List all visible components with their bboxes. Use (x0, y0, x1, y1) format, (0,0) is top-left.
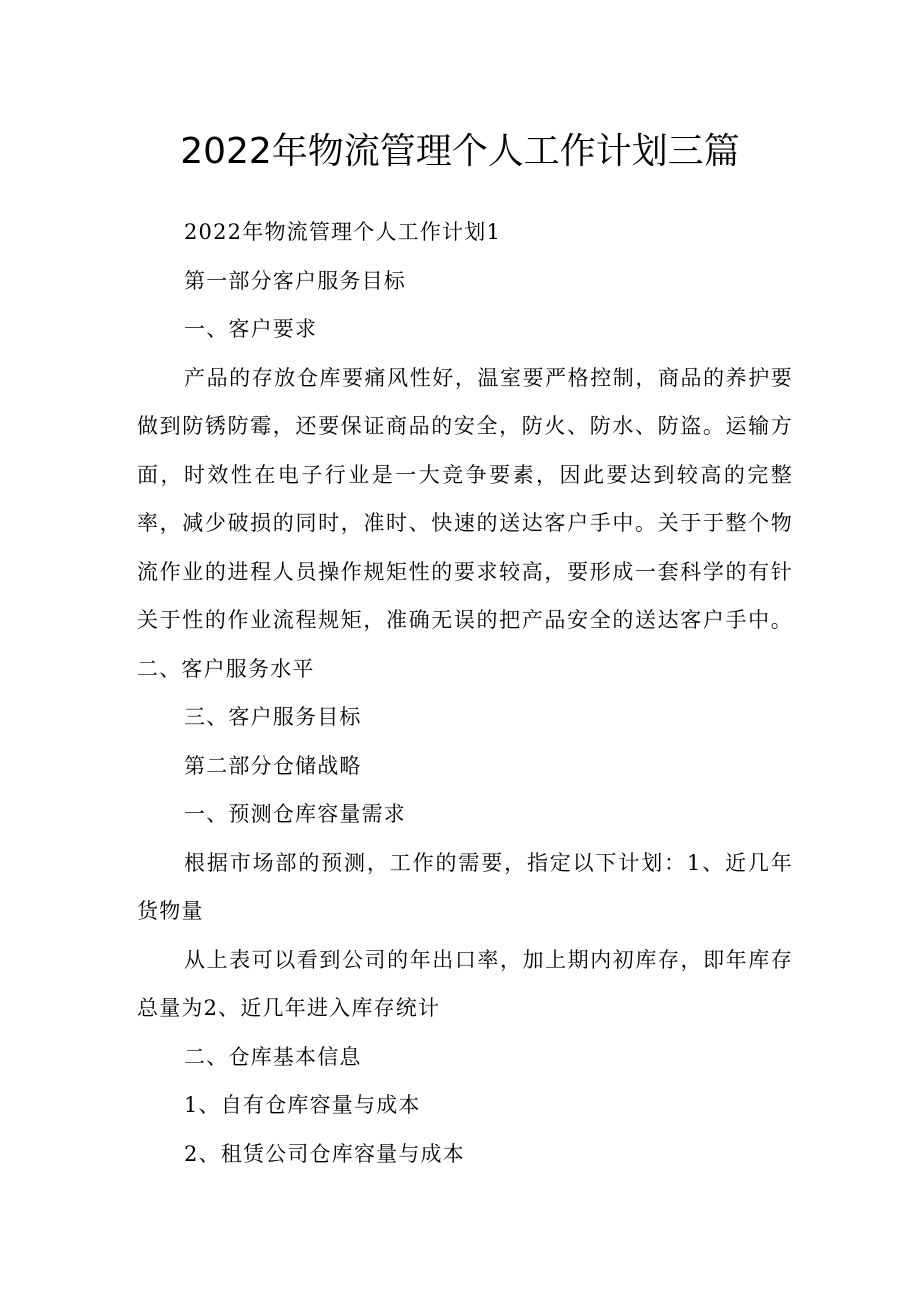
paragraph-section-heading: 第二部分仓储战略 (184, 753, 362, 778)
paragraph-subheading: 一、预测仓库容量需求 (184, 802, 406, 826)
document-body (137, 208, 793, 1178)
paragraph-list-item: 2、租赁公司仓库容量与成本 (184, 1141, 465, 1166)
paragraph-body: 从上表可以看到公司的年出口率，加上期内初库存，即年库存总量为2、近几年进入库存统计 (137, 947, 793, 1020)
paragraph-subheading: 三、客户服务目标 (184, 705, 362, 729)
paragraph-subtitle: 2022年物流管理个人工作计划1 (184, 220, 502, 244)
paragraph-list-item: 1、自有仓库容量与成本 (184, 1093, 421, 1117)
paragraph-subheading: 一、客户要求 (184, 317, 318, 341)
paragraph-section-heading: 第一部分客户服务目标 (184, 268, 406, 293)
paragraph-subheading: 二、仓库基本信息 (184, 1044, 362, 1069)
paragraph-body: 产品的存放仓库要痛风性好，温室要严格控制，商品的养护要做到防锈防霉，还要保证商品的安全，防火、防水、防盗。运输方面，时效性在电子行业是一大竞争要素，因此要达到较高的完整率，减少破损的同时，准时、快速的送达客户手中。关于于整个物流作业的进程人员操作规矩性的要求较高，要形成一套科学的有针关于性的作业流程规矩，准确无误的把产品安全的送达客户手中。二、客户服务水平 (137, 365, 793, 681)
document-title: 2022年物流管理个人工作计划三篇 (180, 131, 740, 172)
paragraph-body: 根据市场部的预测，工作的需要，指定以下计划：1、近几年货物量 (137, 850, 793, 923)
